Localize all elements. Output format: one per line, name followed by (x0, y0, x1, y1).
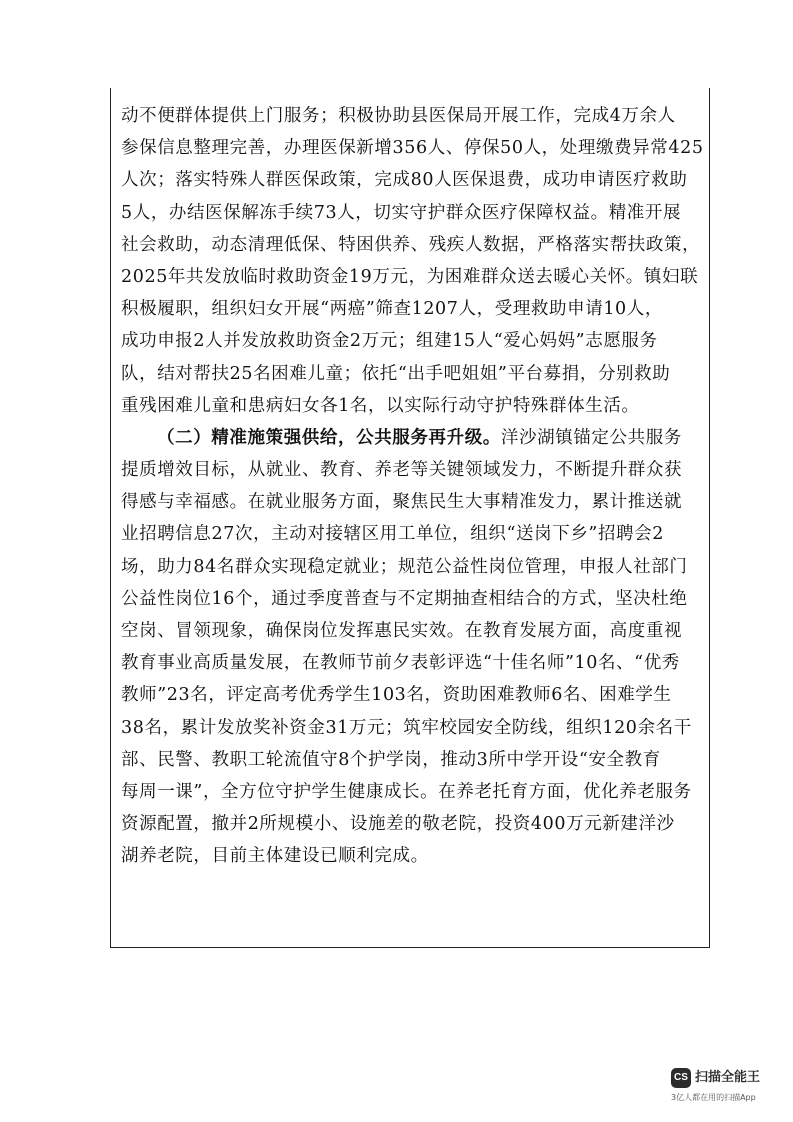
scanner-watermark (671, 1066, 781, 1106)
camscanner-logo-icon: CS (671, 1068, 691, 1088)
paragraph-line: 教育事业高质量发展，在教师节前夕表彰评选“十佳名师”10名、“优秀 (121, 653, 680, 674)
paragraph-line: 成功申报2人并发放救助资金2万元；组建15人“爱心妈妈”志愿服务 (121, 331, 658, 352)
section-first-line (121, 422, 701, 454)
paragraph-line: 空岗、冒领现象，确保岗位发挥惠民实效。在教育发展方面，高度重视 (121, 621, 683, 641)
paragraph-line: 部、民警、教职工轮流值守8个护学岗，推动3所中学开设“安全教育 (121, 749, 661, 770)
paragraph-line: 动不便群体提供上门服务；积极协助县医保局开展工作，完成4万余人 (121, 106, 676, 126)
document-body (121, 100, 704, 873)
paragraph-line: 参保信息整理完善，办理医保新增356人、停保50人，处理缴费异常425 (121, 138, 704, 159)
paragraph-line: 38名，累计发放奖补资金31万元；筑牢校园安全防线，组织120余名干 (121, 717, 692, 738)
watermark-brand: 扫描全能王 (695, 1070, 761, 1085)
paragraph-line: 教师”23名，评定高考优秀学生103名，资助困难教师6名、困难学生 (121, 685, 672, 706)
paragraph-line: 积极履职，组织妇女开展“两癌”筛查1207人，受理救助申请10人， (121, 299, 663, 320)
paragraph-line: 得感与幸福感。在就业服务方面，聚焦民生大事精准发力，累计推送就 (121, 492, 683, 513)
paragraph-line: 5人，办结医保解冻手续73人，切实守护群众医疗保障权益。精准开展 (121, 202, 682, 223)
paragraph-line: 公益性岗位16个，通过季度普查与不定期抽查相结合的方式，坚决杜绝 (121, 588, 688, 609)
paragraph-line: 业招聘信息27次，主动对接辖区用工单位，组织“送岗下乡”招聘会2 (121, 524, 664, 545)
section-first-line-text: 洋沙湖镇锚定公共服务 (500, 427, 682, 448)
paragraph-line: 资源配置，撤并2所规模小、设施差的敬老院，投资400万元新建洋沙 (121, 814, 675, 835)
paragraph-line: 每周一课”，全方位守护学生健康成长。在养老托育方面，优化养老服务 (121, 781, 692, 802)
paragraph-line: 社会救助，动态清理低保、特困供养、残疾人数据，严格落实帮扶政策， (121, 234, 701, 255)
paragraph-line: 场，助力84名群众实现稳定就业；规范公益性岗位管理，申报人社部门 (121, 556, 688, 577)
paragraph-line: 提质增效目标，从就业、教育、养老等关键领域发力，不断提升群众获 (121, 460, 683, 481)
section-heading: （二）精准施策强供给，公共服务再升级。 (157, 427, 501, 448)
paragraph-line: 人次；落实特殊人群医保政策，完成80人医保退费，成功申请医疗救助 (121, 170, 688, 191)
watermark-tagline: 3亿人都在用的扫描App (671, 1093, 756, 1102)
page-frame (110, 88, 710, 948)
paragraph-line: 湖养老院，目前主体建设已顺利完成。 (121, 846, 429, 867)
paragraph-line: 重残困难儿童和患病妇女各1名，以实际行动守护特殊群体生活。 (121, 395, 640, 416)
paragraph-line: 队，结对帮扶25名困难儿童；依托“出手吧姐姐”平台募捐，分别救助 (121, 363, 671, 384)
paragraph-line: 2025年共发放临时救助资金19万元，为困难群众送去暖心关怀。镇妇联 (121, 266, 699, 287)
